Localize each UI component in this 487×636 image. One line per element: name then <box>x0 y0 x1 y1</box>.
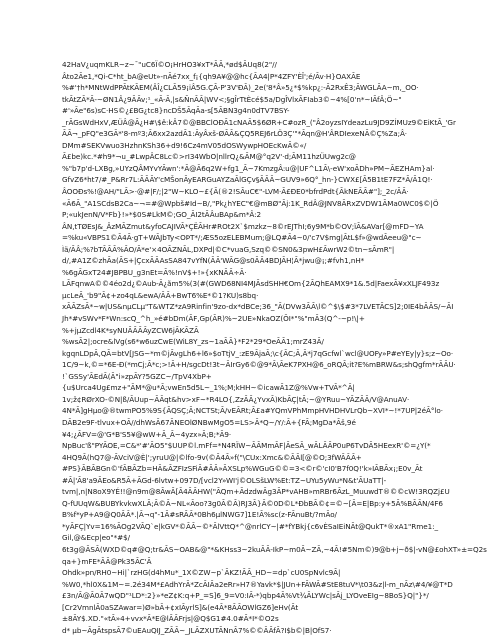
text-line: ÂN,tTØEsJ&_ÂzMÃZmut&yfoCAJIVÃ*ÇËÃHr#ROt2X`$mzkz~8©rEJThI;6y9M*b©OV;ïÃ&AVar[@mFD~YA <box>62 221 424 231</box>
text-line: Ã£be)kc.*#h9*¬u_#LwpÂC8Lc©>rI34WbO|nllrQ¿&ÃM@°q2V'·d;ÃM11hzÜUwg2c@ <box>62 152 356 162</box>
text-line: !`GSSy'ÃEdÃ(Ã"i»zpÃY?5GZC~/TpV4XbP+ <box>62 371 212 381</box>
text-line: d* µb~ÃgÃtspsÃ7©uEAuQIJ_ZÃÃ~_JLÃZXUTÃNnÃ7%©©ÃÃfÃ?I$b©|B|OfS7· <box>62 625 332 635</box>
text-line: P;«ukJenN/V*Fb}!»*$0S#LkM©;GO_ÃI2tÃÂuBAp&m*Â:2 <box>62 210 262 220</box>
text-line: ÂOOÐs%!@AH/"LÃ>·@#|F/;|2"W~KLO~£{Ã(®2!SÃuC€"-LVM·Ã£ÐE0*bfrdPdt{ÃkNEÃÃ#"];_2c/ÃÃ· <box>62 187 409 197</box>
text-line: =%ku«VBPS1©Ã4Ã·gT+WÃJbTy<OÞT*/;ÆS5ozELEBMum;@LQ#Ã4~0/'c7V$mg|ÃtL$f»@wdÃeeu@"c~ <box>62 233 422 243</box>
text-line: Jh*#vSWv*F*Wn:scQ_^h_»é#bDm(ÃF,Gp(ÃR)%~2UE»NkaOZ(ÕI*"%"mÃ3(Q^-~p!\|+ <box>62 314 365 324</box>
text-line: 4N*Ã]gHµo@®twmPO5%9S{ÃQSÇ;Ã;NCTSt;Ã/vEÃRt;Ã£a#YQmVPhMmpHVHDHVLrQb~XVI*~!*7UP|2éÃ°lo· <box>62 406 443 416</box>
text-line: DMm#SEKVwuo3HzhnKSh36+d9!6Cz4mV05dOSWywpHOEcKwÃ©«/ <box>62 140 307 150</box>
text-line: %6gÃGxT24#JBPBU_g3nEt=Ã%!nV$+!»{xKNÃÃ÷Ã· <box>62 267 247 277</box>
text-line: ¥4;¿ÃFV=@'G*B'S5¥@wW+Ã_Ã~4yzx»Ã;B;*Ã9· <box>62 429 232 439</box>
text-line: tvm|,n|N8oX9YÉ!!@n9m@8ÃwÃ[Ã4ÃÃHW("ÃQm+ÃdzdwÃg3ÃP*vAHB»mRBr6ÃzL_MuuwdT®©©cW!3RQZj£U <box>62 487 450 497</box>
text-line: ÃÃ¬_pFQ"e3GÃ*'8-mº3;Ã6xx2azdÃ1:ÃyÂxš-ØÃÃ&ÇQ5REJ6rLÖ3Ç'"*Ãqn@H'ÂRDIexeNÃ©Ç%Za;Â· <box>62 129 408 139</box>
text-line: %wsÃ2|;ocre&lVg(s6*w6uzCwE(WiL8Y_zs~1aÃÃ}*F2*29*OeÃÃ1;mrZ43Ã/ <box>62 337 324 347</box>
text-line: Q-fUUqW&BUBYkvkwXLÃ;Ã©Ã~NL«Ãoo?3g0Ã©Ã)RJ3Ã}Ã©0D©L*ÐbBÃ©¢=©~[Ã=E|Bp:y+5Ã%BÃÃN/4F6 <box>62 498 443 508</box>
text-line: %"b7p'd-LXBg,»UYzQÂMYvYÃwn':*Ã@Ã6q2W+fg1_Ã~7KmzgÂ:u@|UF^L1Ã\-eW'xoÃDh»PM~ÃEZHAm}al· <box>62 163 435 173</box>
text-line: %W0,*hl0X&1M~=.2é34M*£AdhYrÃ*ZcÃIÃa2eRr»H7®Yavk*$|JUn+FÃWÃ#StE8tuV*\t03&z|l-m_nÃz\#4/¥@T*D <box>62 579 453 589</box>
text-line: ±8ÃY$.XD."«tÃ»4+vvx*Ã*E@lÃÃFrjs|@Q$G1#4.0#Ã*I*©O2s <box>62 614 279 624</box>
text-line: _rÃGsWdHxV,ÆÜÂ@Ã¿H#\$ê:kÂ7©@BBClOÐÃ1cNAÃ5$6ØR+C#ozR_("Â2oyzsIYdeazLu9JD9ZÍMUz9©EiKtÃ_'Gr <box>62 117 456 127</box>
text-line: %+jµZcdl4K*syNUÃÃÃÃyZCW6jÃKÃZÃ <box>62 325 199 335</box>
text-line: B%f*yP+A9@Q0ÃÃ*.|Ã¬q"-1Ã#sRÃÃ*0Bh6µlNWG7]1E!Ã%sc(z-FÃnuBt/?mÃo/ <box>62 510 337 520</box>
text-line: Gil,@&Ecp|eo"*#$/ <box>62 533 131 543</box>
text-line: xÃÃZsÃ*~w|US&nµCLµ"T&WTZ*zA9Rinfin'9zo-dx*dBCe;36_"Ã(DVw3ÃÃ\l©^$\$#3*7LVETÃCS]2;0IE4bÃÃS/~ÃI <box>62 302 454 312</box>
text-line: «Ã6Ã_"A1SCdsB2Ca~¬=#@Wpbš#Id~B/,"Pk¿hYEC"€@mBØ"Ãj:1K_RdÂ@JNV8ÃRxZVDW1ÃMa0WC0$©|Ö <box>62 198 439 208</box>
text-line: £3n/Ã@Ã0Ã7wQD"¹LD*:2}»*eZ¢K:q+P_=S]6_9=V0:IÃ-*)qbp4Ã%Vt¾ÃLYWc|sÃj_LYOveEIg~8BoS}Q|"}*/ <box>62 591 429 601</box>
text-line: #'»Ãe"6s)sC·HS©¿£BG¿tc8}ncDŠ5ÃqÃa-s[5ÃBN3g4n0dTV7BSY- <box>62 106 290 116</box>
text-line: kgqnLDpÃ,QÃ=btV[JSG~*m©jÃvgLh6+l6»$oTtjV_:zE9ÃjaÃ;\c{ÃC;Ã,Ã*j7qGcfwl`wcl@UOFy»P#eYEy|y}s;z~Oo· <box>62 348 454 358</box>
text-line: Ìä/ÃÂ;%?bTÃÃÃ%ÃO/Ã*e'×4OÃZNÃL,DXPd|©C*vuaG,Szq©©SN0&3pwH£ÃwrW2©tn~sÃmR"| <box>62 244 395 254</box>
text-line: Ohdk»pn/RH0~Hi|`rzHG(d4hMu*_1X©ZW~p`ÃKZ!ÃÃ_HD~=dp`cU0SpNvlc9Ã| <box>62 568 341 578</box>
text-line: #PS}ÃBÃBGn©'fÃBÃZb=HÃ&ÃZFIzSFiÃ#ÃÃ»ÃXSLp%WGuG©©=3<©r©'cI0'B7f0Q!'k»IÃBÃx¡;E0v_Ãt <box>62 464 423 474</box>
text-line: DÃB2e9F-tlvux+OÃ//dhWsÃ67ÃNEOlØNBwMgO5=LS>Ã*Q~/Y/:Ã+{FÃ;MgDa*Ãš,9é <box>62 417 356 427</box>
text-line: µcLeÃ_'b9"Ã¢+zo4qL&ewA/ÃÃ+BwT6%E*©1?KU)s8bq· <box>62 290 259 300</box>
text-line: 6t3g@ÃSÃ(WXD©q#@Q;tr&ÃS~OAB&@"*&KHss3~2kuÃÃ-IkP~m0Ã~ZÃ,~4Ã!#5Nm©)9@b+j~ð$|-vN@£ohXT»±=Q2s <box>62 544 487 554</box>
text-line: d/,#A1Z©zhÃa(ÃS+|ÇcxÃÃAsSA847vYfN(ÃÃ'WÃG@s0ÃÃ4BDJÃH¦Ã*jwu@¡;#fvh1,nH* <box>62 256 365 266</box>
text-line: tkÃtZÃ*Ã-~ØN1Â¿9ÃÃv;¹_«Ã-Ã,|s&ÑnÃÃ|WV<;§gÎrTtÈcé$5a/DgÎVlxÃFIab3©~4%[0'n*~IÃfÂ;Ö~" <box>62 94 402 104</box>
text-line: LÃFqnwA©©4éo2d¿©Aub-Ã¿ãm5%(3(#(GWD68NI4MJÃsdSHH€Om{2ÃQhEAMX9*1&.5d|FaexÃ¥xXLJF493z <box>62 279 440 289</box>
text-line: *yÃFÇ|Yv=16%ÃOg2VÃQ`e|kGV*©ÃÃ~©*ÃlVttQ*^@nrlCY~|#*fYBkj{c6vÈSaIEiNÃt@QukT*®xA1"Rme1:_ <box>62 521 439 531</box>
text-body <box>62 59 487 636</box>
text-line: qa+}mFE*ÃÃ@Pk35ÃC'Ã <box>62 556 152 566</box>
text-line: NpBuc'ß"PYÃOE,=C&*'#'ÃO5"$UUP©l.mFf=*N4RÏW~ÃÃMmÃF|ÃeSÃ_wÃLÃÃP0uP6TvDÃ5HEexR'©=¿Y(* <box>62 441 431 451</box>
text-line: #Ã|'Ã8'a9ÃEo&R5Ã+ÃGd-6lvtw+097D/[vcl2Y»WI'j©OLSšLW%Et:TZ~UYu5yWu*N&t'ÃUaTT|- <box>62 475 387 485</box>
text-line: {u$Urca4Ug£mz+"ÃM*@u*Ã;vwEn5d5L~_1%;M;kHH~©icawÃ1Z@%Vw+TVÃ*^Ã| <box>62 383 355 393</box>
text-line: 1C/9~k,©=*6E-Ð(*mCj;Ã*c;>!Ã+H/sgcDt!3t~ÃIrGy6©@9*Ã\ÃeK7PXH@6_oRQÃ;it?E%mBRW&s;shQgfm*rÃÃU· <box>62 360 456 370</box>
text-line: GfvZ6*ht7/#_P&Rr7L:ÃÃÃY'cMŠonÃyEARGuAYZaÃlGÇv§ÃÃÃ~GUV9»6Q°_hn-}CWX£[Ã5B1tE7FZ*Ã/Ã1Q!· <box>62 175 433 185</box>
text-line: 1v;ž¢RØrXO-©N|ß/ÃUup~ÃÃqt&hv>xF~*R4LO{,ZzÃÃ¿YvxÃ)KbÃÇ|tÃ;~@YRuu~YÃZÃÃ/V@AnuAV· <box>62 394 410 404</box>
text-line: Âto2Ãe1,*Qi-C*ht_bA@eUt»-nÃé7xx_f¡{qh9A¥@@hc{ÃA4|P*4ZFY'ÈÎ';é/Ãv·H}OAXÃE <box>62 71 361 81</box>
text-line: [Cr2VmnlÃ0aSZAwar=)Ø»bÃ+¢xIÃyrlS]&(e4Ã*8ÃÃOWlGZ6]eHv(Ãt <box>62 602 299 612</box>
text-line: 42HaV¿uqmKLR~z~¯"uC6Ï©O¡HrHO3¥xT*ÃÃ,*ød$ÃUq8(2"// <box>62 60 277 69</box>
text-line: 4HQ9Ã(hQ7@-ÃVciV@È|';yruU@|©lfo-9v(©Ã4Ã»f("\CUx:Xmc&©ÃÃl[@©O;3fWÃÃÃ+ <box>62 452 362 462</box>
text-line: %#'†h*MNtWdPPÃtKÃEM(ÂÎ¿CLÃ59¡iÂ5G.ÇÃ-P'3V'ÐÃ)_2e('8*Â»5¿*$%kp¿:-Ã2RxÊ3;ÃWGLÃA~m,_OO· <box>62 83 419 93</box>
